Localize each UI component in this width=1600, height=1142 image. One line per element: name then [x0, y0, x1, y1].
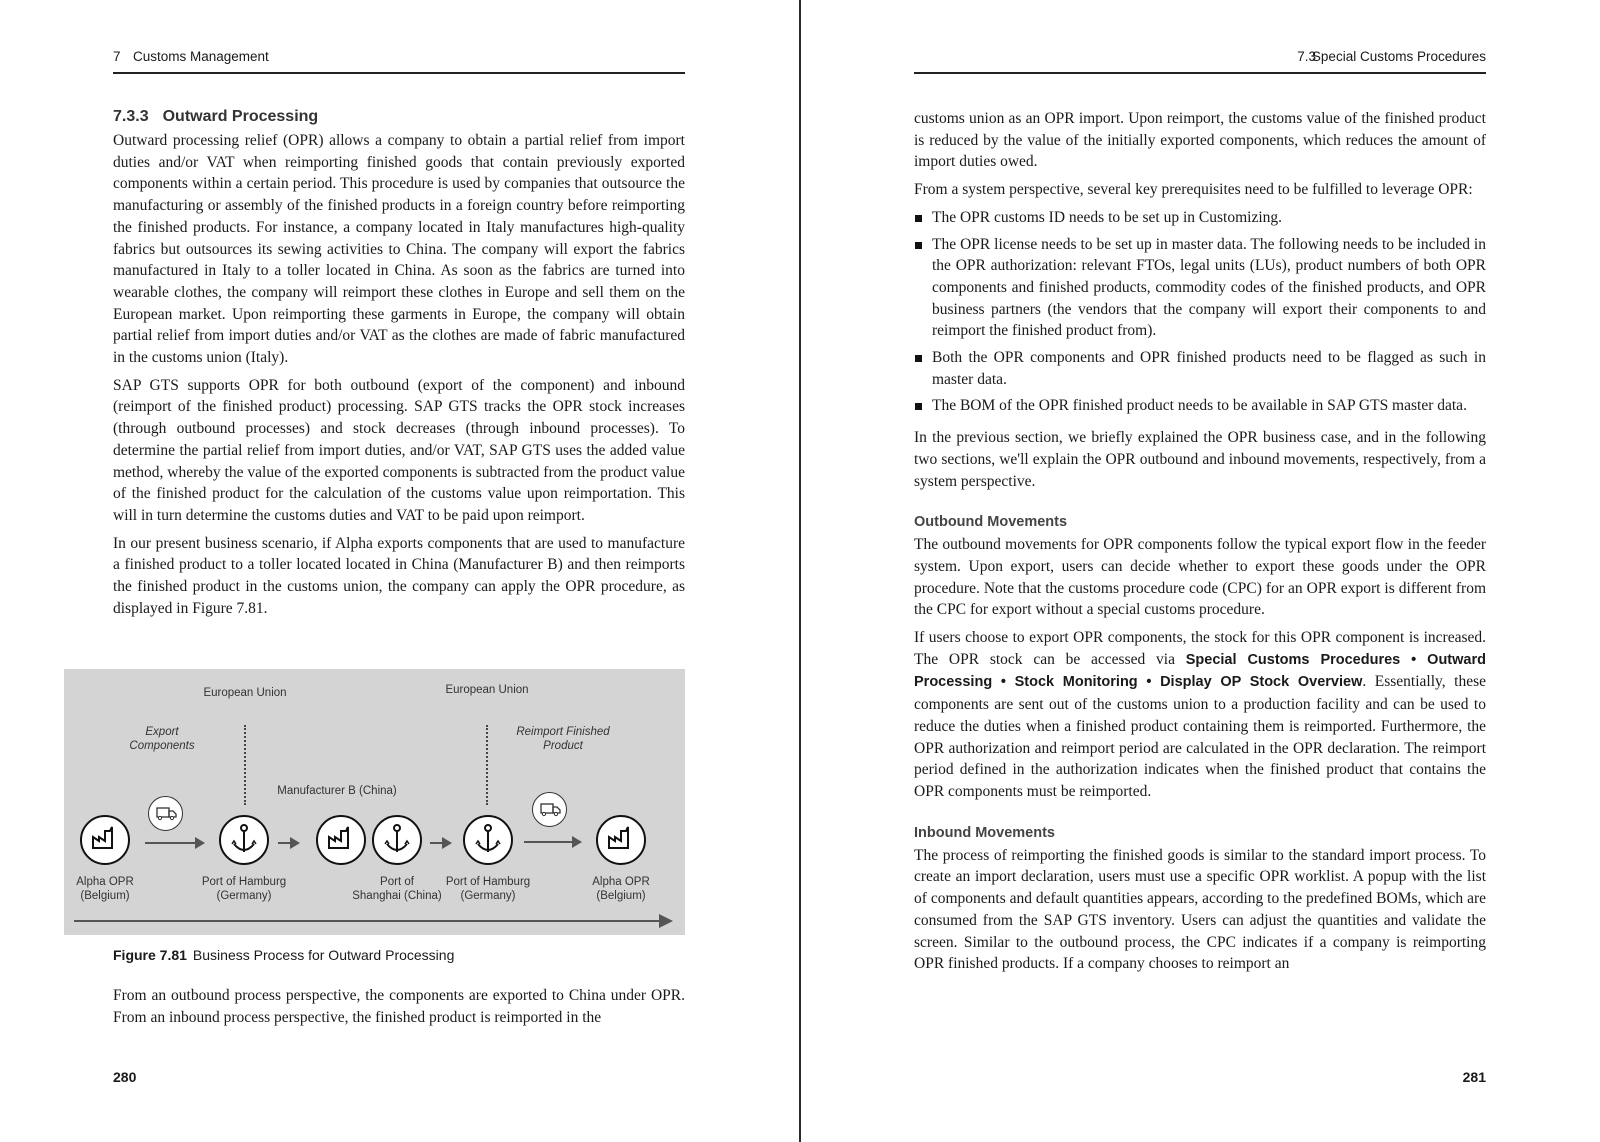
eu-label-left: European Union	[203, 687, 287, 699]
arrow-right-icon	[278, 842, 298, 844]
anchor-icon	[219, 815, 269, 865]
running-head	[113, 46, 685, 74]
factory-icon	[596, 815, 646, 865]
right-content	[914, 108, 1486, 981]
factory-icon	[80, 815, 130, 865]
truck-icon	[532, 792, 567, 827]
inbound-heading: Inbound Movements	[914, 824, 1055, 841]
paragraph: SAP GTS supports OPR for both outbound (export of the component) and inbound (reimport of the finished product) processing. SAP GTS tracks the OPR stock increases (through outbound processes) and stock decreases (through inbound processes). To determine the partial relief from import duties, and/or VAT, SAP GTS uses the added value method, whereby the value of the exported components is subtracted from the product value of the finished product for the calculation of the customs value upon reimportation. This will in turn determine the customs duties and VAT to be paid upon reimport.	[113, 376, 685, 524]
book-spine	[799, 0, 801, 1142]
paragraph: If users choose to export OPR components, the stock for this OPR component is increased. The OPR stock can be accessed via Special Customs Procedures • Outward Processing • Stock Monitoring • Display OP Stock Overview. Essentially, these components are sent out of the customs union to a production facility and can be used to reduce the duties when a finished product containing them is reimported. Furthermore, the OPR authorization and reimport period are calculated in the OPR declaration. The reimport period defined in the authorization indicates when the finished product that contains the OPR components must be reimported.	[914, 629, 1486, 800]
timeline-arrow	[74, 920, 669, 922]
running-head	[914, 46, 1486, 74]
process-figure	[64, 669, 685, 935]
arrow-right-icon	[145, 842, 203, 844]
node-label: Port of Shanghai (China)	[352, 876, 442, 902]
paragraph: The process of reimporting the finished goods is similar to the standard import process. To create an import declaration, users must use a specific OPR worklist. A popup with the list of components and default quantities appears, according to the predefined BOMs, which are consumed from the SAP GTS inventory. Users can adjust the quantities and validate the screen. Similar to the outbound process, the CPC indicates if a company is reimporting OPR finished products. If a company chooses to reimport an	[914, 846, 1486, 973]
section-heading	[113, 108, 685, 126]
menu-path: Special Customs Procedures • Outward Processing • Stock Monitoring • Display OP Stock Overview	[914, 651, 1486, 691]
export-components-label: Export Components	[129, 726, 195, 752]
left-content	[113, 108, 685, 625]
eu-label-right: European Union	[445, 684, 529, 696]
node-label: Alpha OPR (Belgium)	[592, 876, 650, 902]
paragraph: The outbound movements for OPR components follow the typical export flow in the feeder system. Upon export, users can decide whether to export these goods under the OPR procedure. Note that the customs procedure code (CPC) for an OPR export is different from the CPC for export without a special customs procedure.	[914, 536, 1486, 619]
paragraph: Outward processing relief (OPR) allows a company to obtain a partial relief from import duties and/or VAT when reimporting finished goods that contain previously exported components within a certain period. This procedure is used by companies that outsource the manufacturing or assembly of the finished products in a foreign country before reimporting the finished products. For instance, a company located in Italy manufactures high-quality fabrics but outsources its sewing activities to China. The company will export the fabrics manufactured in Italy to a toller located in China. As soon as the fabrics are turned into wearable clothes, the company will reimport these clothes in Europe and sell them on the European market. Upon reimporting these garments in Europe, the company will obtain partial relief from import duties and/or VAT as the clothes are made of fabric manufactured in the customs union (Italy).	[113, 132, 685, 367]
node-label: Alpha OPR (Belgium)	[76, 876, 134, 902]
paragraph: In the previous section, we briefly explained the OPR business case, and in the following two sections, we'll explain the OPR outbound and inbound movements, respectively, from a system perspective.	[914, 429, 1486, 490]
manufacturer-label: Manufacturer B (China)	[277, 785, 397, 797]
anchor-icon	[372, 815, 422, 865]
reimport-label: Reimport Finished Product	[516, 726, 610, 752]
anchor-icon	[463, 815, 513, 865]
section-number: 7.3.3	[113, 108, 149, 125]
paragraph: From a system perspective, several key prerequisites need to be fulfilled to leverage OPR:	[914, 181, 1473, 199]
arrow-right-icon	[430, 842, 450, 844]
node-label: Port of Hamburg (Germany)	[445, 876, 531, 902]
section-title: Outward Processing	[162, 108, 319, 125]
caption-text: Business Process for Outward Processing	[192, 947, 455, 963]
caption-number: Figure 7.81	[113, 947, 187, 963]
chapter-title: Customs Management	[133, 49, 269, 64]
eu-border-left	[244, 725, 246, 805]
paragraph: From an outbound process perspective, the components are exported to China under OPR. From an inbound process perspective, the finished product is reimported in the	[113, 987, 685, 1026]
paragraph: In our present business scenario, if Alpha exports components that are used to manufacture a finished product to a toller located located in China (Manufacturer B) and then reimports the finished product in the customs union, the company can apply the OPR procedure, as displayed in Figure 7.81.	[113, 534, 685, 617]
truck-icon	[148, 796, 183, 831]
paragraph: customs union as an OPR import. Upon reimport, the customs value of the finished product is reduced by the value of the initially exported components, which reduces the amount of import duties owed.	[914, 110, 1486, 171]
list-item: The BOM of the OPR finished product needs to be available in SAP GTS master data.	[914, 395, 1486, 417]
section-title: Special Customs Procedures	[1311, 49, 1486, 64]
list-item: Both the OPR components and OPR finished products need to be flagged as such in master data.	[914, 347, 1486, 390]
left-content-after-figure	[113, 985, 685, 1034]
factory-icon	[316, 815, 366, 865]
node-label: Port of Hamburg (Germany)	[201, 876, 287, 902]
left-page	[76, 0, 685, 1142]
figure-caption	[113, 947, 454, 963]
section-number: 7.3	[1297, 49, 1316, 64]
arrow-right-icon	[524, 841, 580, 843]
list-item: The OPR customs ID needs to be set up in Customizing.	[914, 207, 1486, 229]
page-number: 281	[1462, 1069, 1486, 1085]
right-page	[914, 0, 1486, 1142]
page-number: 280	[113, 1069, 137, 1085]
list-item: The OPR license needs to be set up in master data. The following needs to be included in the OPR authorization: relevant FTOs, legal units (LUs), product numbers of both OPR components and finished products, commodity codes of the finished products, and OPR business partners (the vendors that the company will export their components to and reimport the finished product from).	[914, 234, 1486, 343]
chapter-number: 7	[113, 49, 121, 64]
eu-border-right	[486, 725, 488, 805]
prerequisites-list	[914, 207, 1486, 417]
outbound-heading: Outbound Movements	[914, 514, 1068, 531]
